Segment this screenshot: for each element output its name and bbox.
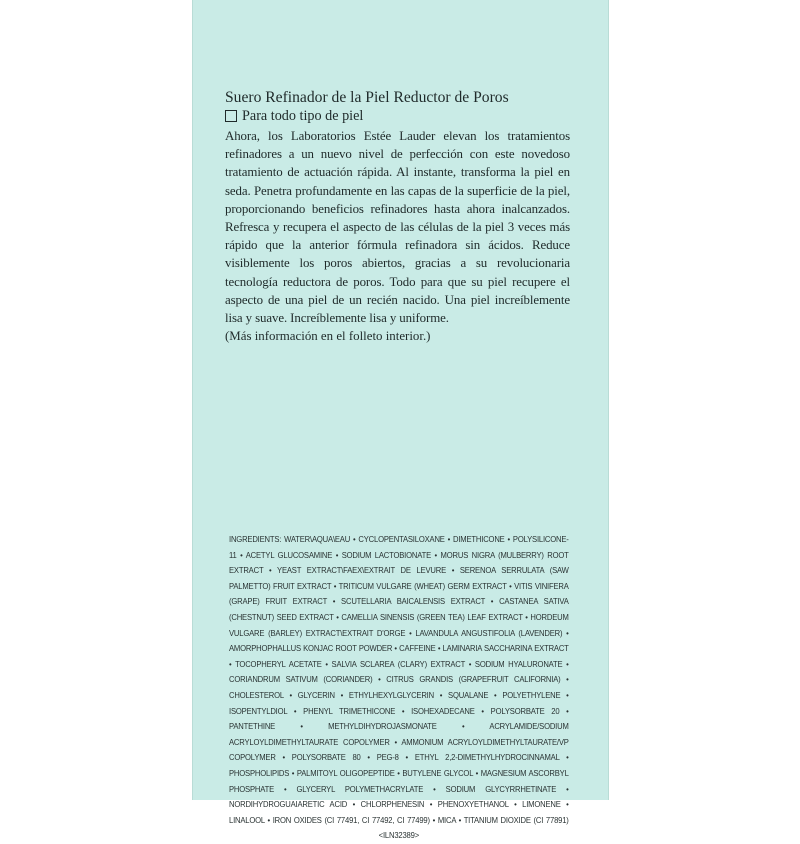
description-body: Ahora, los Laboratorios Estée Lauder elevan los tratamientos refinadores a un nuevo nivel de perfección con este novedoso tratamiento de actuación rápida. Al instante, transforma la piel en seda. Penetra profundamente en las capas de la superficie de la piel, proporcionando beneficios refinadores hasta ahora inalcanzados. Refresca y recupera el aspecto de las células de la piel 3 veces más rápido que la anterior fórmula refinadora sin ácidos. Reduce visiblemente los poros abiertos, gracias a su revolucionaria tecnología reductora de poros. Todo para que su piel recupere el aspecto de una piel de un recién nacido. Una piel increíblemente lisa y suave. Increíblemente lisa y uniforme. — [225, 129, 570, 326]
product-title: Suero Refinador de la Piel Reductor de Poros — [225, 89, 509, 106]
product-description — [225, 89, 570, 345]
skin-type-line — [225, 107, 570, 125]
ingredients-list: INGREDIENTS: WATER\AQUA\EAU • CYCLOPENTASILOXANE • DIMETHICONE • POLYSILICONE-11 • ACETYL GLUCOSAMINE • SODIUM LACTOBIONATE • MORUS NIGRA (MULBERRY) ROOT EXTRACT • YEAST EXTRACT\FAEX\EXTRAIT DE LEVURE • SERENOA SERRULATA (SAW PALMETTO) FRUIT EXTRACT • TRITICUM VULGARE (WHEAT) GERM EXTRACT • VITIS VINIFERA (GRAPE) FRUIT EXTRACT • SCUTELLARIA BAICALENSIS EXTRACT • CASTANEA SATIVA (CHESTNUT) SEED EXTRACT • CAMELLIA SINENSIS (GREEN TEA) LEAF EXTRACT • HORDEUM VULGARE (BARLEY) EXTRACT\EXTRAIT D'ORGE • LAVANDULA ANGUSTIFOLIA (LAVENDER) • AMORPHOPHALLUS KONJAC ROOT POWDER • CAFFEINE • LAMINARIA SACCHARINA EXTRACT • TOCOPHERYL ACETATE • SALVIA SCLAREA (CLARY) EXTRACT • SODIUM HYALURONATE • CORIANDRUM SATIVUM (CORIANDER) • CITRUS GRANDIS (GRAPEFRUIT CALIFORNIA) • CHOLESTEROL • GLYCERIN • ETHYLHEXYLGLYCERIN • SQUALANE • POLYETHYLENE • ISOPENTYLDIOL • PHENYL TRIMETHICONE • ISOHEXADECANE • POLYSORBATE 20 • PANTETHINE • METHYLDIHYDROJASMONATE • ACRYLAMIDE/SODIUM ACRYLOYLDIMETHYLTAURATE COPOLYMER • AMMONIUM ACRYLOYLDIMETHYLTAURATE/VP COPOLYMER • POLYSORBATE 80 • PEG-8 • ETHYL 2,2-DIMETHYLHYDROCINNAMAL • PHOSPHOLIPIDS • PALMITOYL OLIGOPEPTIDE • BUTYLENE GLYCOL • MAGNESIUM ASCORBYL PHOSPHATE • GLYCERYL POLYMETHACRYLATE • SODIUM GLYCYRRHETINATE • NORDIHYDROGUAIARETIC ACID • CHLORPHENESIN • PHENOXYETHANOL • LIMONENE • LINALOOL • IRON OXIDES (CI 77491, CI 77492, CI 77499) • MICA • TITANIUM DIOXIDE (CI 77891) <ILN32389> — [229, 534, 569, 841]
checkbox-icon — [225, 110, 237, 122]
ingredients-section — [229, 532, 569, 844]
more-info-note: (Más información en el folleto interior.) — [225, 329, 431, 344]
skin-type-label: Para todo tipo de piel — [242, 108, 364, 124]
